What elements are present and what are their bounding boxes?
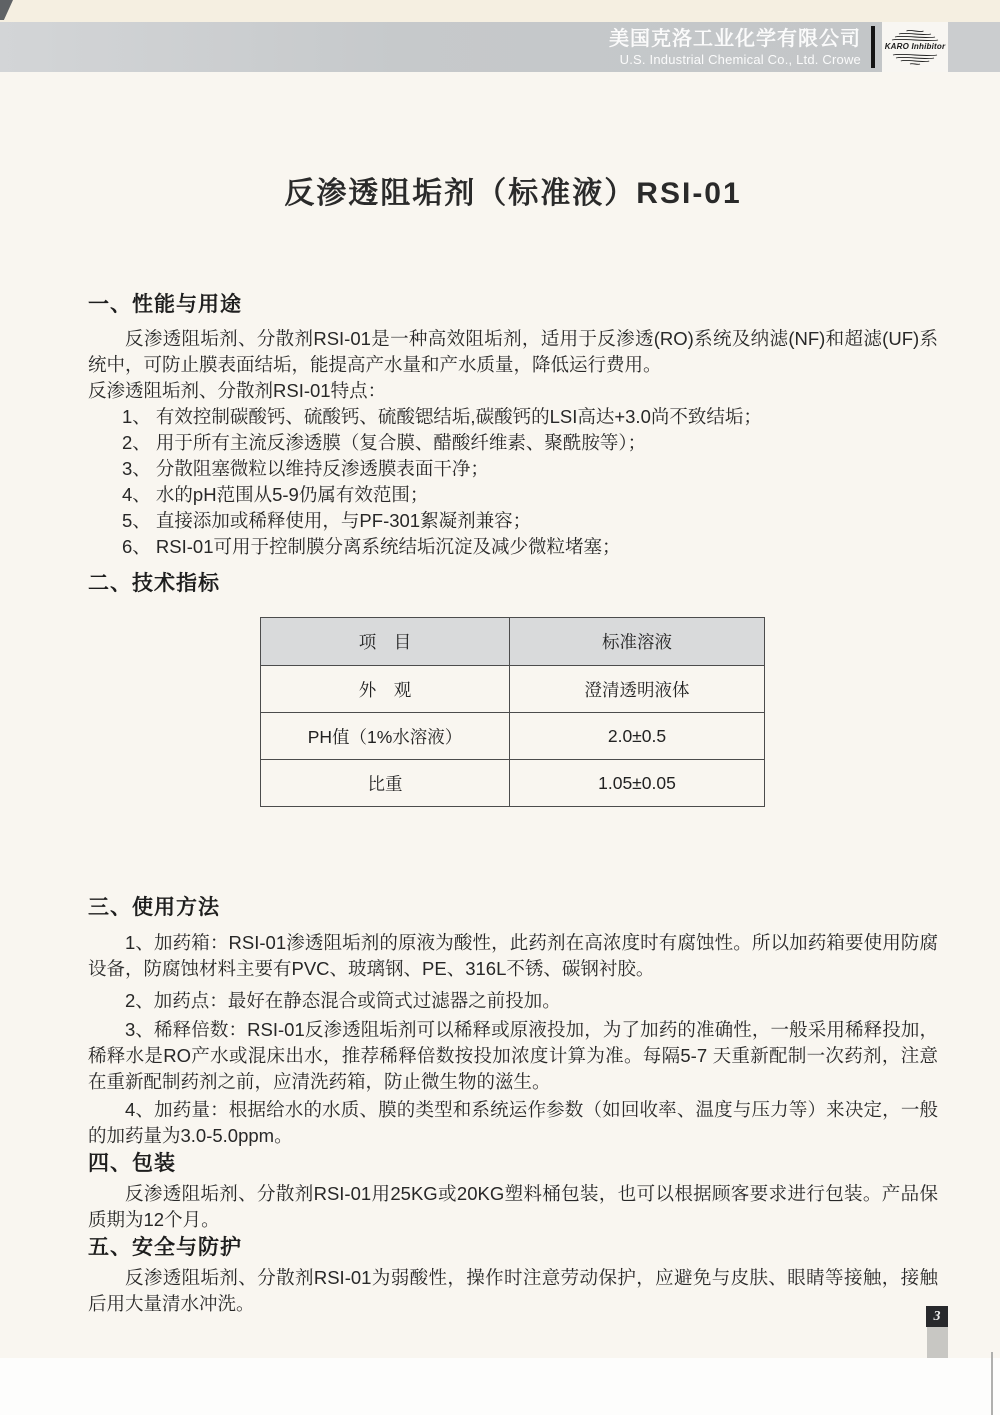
packaging-paragraph: 反渗透阻垢剂、分散剂RSI-01用25KG或20KG塑料桶包装，也可以根据顾客要求进行包装。产品保质期为12个月。 <box>88 1183 938 1230</box>
document-body <box>88 0 938 1317</box>
spec-cell-value: 澄清透明液体 <box>510 666 765 713</box>
section-specs <box>88 571 938 807</box>
spec-table-header-row <box>261 618 765 666</box>
section-packaging <box>88 1151 938 1233</box>
usage-item: 2、加药点：最好在静态混合或筒式过滤器之前投加。 <box>125 990 561 1011</box>
section-performance <box>88 292 938 560</box>
spec-cell-value: 2.0±0.5 <box>510 713 765 760</box>
spec-cell-value: 1.05±0.05 <box>510 760 765 807</box>
feature-list <box>88 404 938 560</box>
logo-text: KARO Inhibitor <box>882 42 948 52</box>
performance-intro-paragraph: 反渗透阻垢剂、分散剂RSI-01是一种高效阻垢剂，适用于反渗透(RO)系统及纳滤(NF)和超滤(UF)系统中，可防止膜表面结垢，能提高产水量和产水质量，降低运行费用。 <box>88 328 938 375</box>
usage-item: 4、加药量：根据给水的水质、膜的类型和系统运作参数（如回收率、温度与压力等）来决定，一般的加药量为3.0-5.0ppm。 <box>88 1099 938 1146</box>
spec-header-value: 标准溶液 <box>510 618 765 666</box>
section-heading-usage: 三、使用方法 <box>88 896 220 919</box>
section-heading-safety: 五、安全与防护 <box>88 1236 242 1259</box>
document-title: 反渗透阻垢剂（标准液）RSI-01 <box>284 177 742 210</box>
features-label: 反渗透阻垢剂、分散剂RSI-01特点： <box>88 380 387 401</box>
page-number-badge <box>926 1306 948 1327</box>
feature-item: 6、 RSI-01可用于控制膜分离系统结垢沉淀及减少微粒堵塞； <box>122 536 621 557</box>
scan-edge-strip <box>927 1327 948 1358</box>
section-heading-packaging: 四、包装 <box>88 1152 176 1175</box>
feature-item: 1、 有效控制碳酸钙、硫酸钙、硫酸锶结垢,碳酸钙的LSI高达+3.0尚不致结垢； <box>122 406 762 427</box>
spec-cell-item: 外 观 <box>261 666 510 713</box>
spec-table-row <box>261 713 765 760</box>
safety-paragraph: 反渗透阻垢剂、分散剂RSI-01为弱酸性，操作时注意劳动保护，应避免与皮肤、眼睛等接触，接触后用大量清水冲洗。 <box>88 1267 938 1314</box>
spec-table <box>260 617 765 807</box>
spec-cell-item: 比重 <box>261 760 510 807</box>
feature-item: 5、 直接添加或稀释使用，与PF-301絮凝剂兼容； <box>122 510 532 531</box>
company-name-en: U.S. Industrial Chemical Co., Ltd. Crowe <box>619 51 861 67</box>
section-safety <box>88 1235 938 1317</box>
feature-item: 2、 用于所有主流反渗透膜（复合膜、醋酸纤维素、聚酰胺等）； <box>122 432 647 453</box>
company-name-cn: 美国克洛工业化学有限公司 <box>609 27 861 50</box>
page-number: 3 <box>933 1308 941 1324</box>
section-heading-performance: 一、性能与用途 <box>88 293 242 316</box>
spec-header-item: 项 目 <box>261 618 510 666</box>
feature-item: 3、 分散阻塞微粒以维持反渗透膜表面干净； <box>122 458 489 479</box>
usage-item: 1、加药箱：RSI-01渗透阻垢剂的原液为酸性，此药剂在高浓度时有腐蚀性。所以加药箱要使用防腐设备，防腐蚀材料主要有PVC、玻璃钢、PE、316L不锈、碳钢衬胶。 <box>88 932 938 979</box>
spec-table-row <box>261 666 765 713</box>
section-usage <box>88 895 938 1149</box>
spec-table-row <box>261 760 765 807</box>
section-heading-specs: 二、技术指标 <box>88 572 220 595</box>
scan-edge-line <box>991 1352 993 1415</box>
spec-cell-item: PH值（1%水溶液） <box>261 713 510 760</box>
usage-item: 3、稀释倍数：RSI-01反渗透阻垢剂可以稀释或原液投加，为了加药的准确性，一般采用稀释投加，稀释水是RO产水或混床出水，推荐稀释倍数按投加浓度计算为准。每隔5-7 天重新配制一次药剂，注意在重新配制药剂之前，应清洗药箱，防止微生物的滋生。 <box>88 1019 938 1092</box>
feature-item: 4、 水的pH范围从5-9仍属有效范围； <box>122 484 429 505</box>
header-band-cap <box>948 22 1000 72</box>
